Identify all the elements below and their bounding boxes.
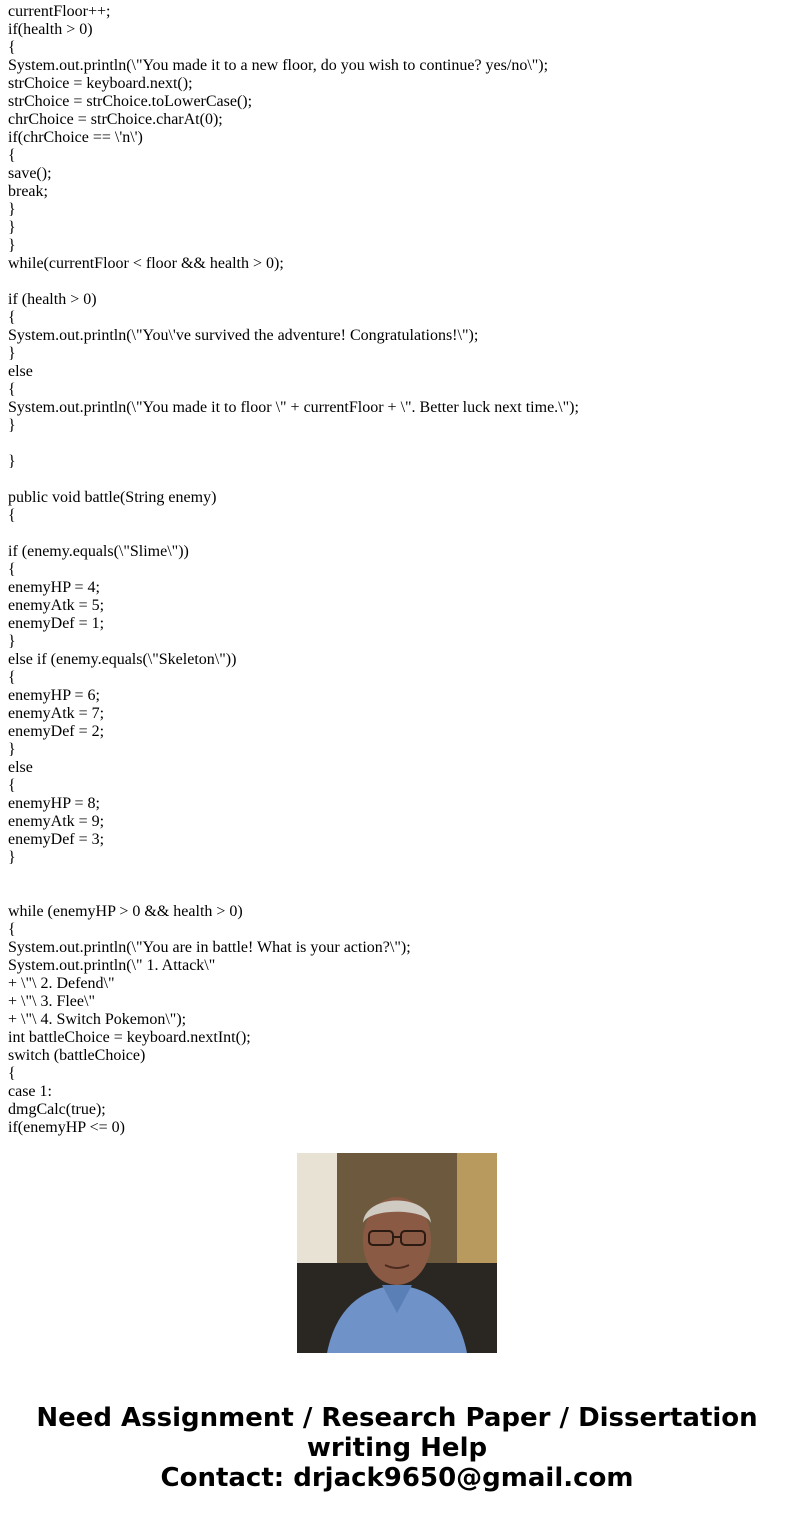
code-line: + \"\ 3. Flee\" [8,993,95,1010]
code-line: enemyDef = 1; [8,615,105,632]
promo-line-2: writing Help [306,1433,488,1463]
code-line: currentFloor++; [8,3,111,20]
code-line: { [8,147,16,164]
code-line: save(); [8,165,52,182]
code-line [8,885,788,903]
code-line: enemyDef = 3; [8,831,105,848]
code-line: enemyAtk = 7; [8,705,105,722]
code-line: } [8,237,16,254]
code-line: strChoice = strChoice.toLowerCase(); [8,93,253,110]
code-line: } [8,417,16,434]
code-line [8,867,788,885]
code-line: int battleChoice = keyboard.nextInt(); [8,1029,251,1046]
code-line: break; [8,183,48,200]
code-line: { [8,777,16,794]
code-line: strChoice = keyboard.next(); [8,75,193,92]
code-line: System.out.println(\"You made it to floor \" + currentFloor + \". Better luck next time.\"); [8,399,579,416]
code-line [8,273,788,291]
code-line [8,525,788,543]
code-line: { [8,39,16,56]
code-line: { [8,507,16,524]
code-line: enemyHP = 6; [8,687,100,704]
code-line: public void battle(String enemy) [8,489,217,506]
code-line: } [8,201,16,218]
code-line: + \"\ 2. Defend\" [8,975,115,992]
code-line: + \"\ 4. Switch Pokemon\"); [8,1011,187,1028]
code-line: dmgCalc(true); [8,1101,106,1118]
avatar-photo [297,1153,497,1353]
promo-banner [0,1403,794,1493]
code-line: System.out.println(\"You are in battle! What is your action?\"); [8,939,411,956]
code-listing [8,3,788,1136]
code-line: System.out.println(\"You made it to a new floor, do you wish to continue? yes/no\"); [8,57,549,74]
code-line: else [8,363,33,380]
avatar [297,1153,497,1353]
code-line: chrChoice = strChoice.charAt(0); [8,111,223,128]
code-line: { [8,381,16,398]
code-line: if(enemyHP <= 0) [8,1119,125,1136]
code-line: while(currentFloor < floor && health > 0); [8,255,284,272]
code-line: { [8,669,16,686]
code-line: enemyAtk = 5; [8,597,105,614]
code-line: } [8,741,16,758]
code-line: System.out.println(\" 1. Attack\" [8,957,216,974]
code-line: switch (battleChoice) [8,1047,146,1064]
code-line [8,471,788,489]
code-line: else if (enemy.equals(\"Skeleton\")) [8,651,237,668]
code-line: enemyDef = 2; [8,723,105,740]
code-line: if(health > 0) [8,21,93,38]
code-line: if(chrChoice == \'n\') [8,129,143,146]
code-line: } [8,633,16,650]
code-line: case 1: [8,1083,52,1100]
code-line: if (enemy.equals(\"Slime\")) [8,543,189,560]
code-line: System.out.println(\"You\'ve survived the adventure! Congratulations!\"); [8,327,479,344]
code-line: if (health > 0) [8,291,97,308]
code-line: enemyHP = 4; [8,579,100,596]
code-line: { [8,309,16,326]
code-line: { [8,561,16,578]
code-line: { [8,1065,16,1082]
code-line: } [8,345,16,362]
code-line: } [8,453,16,470]
code-line: } [8,849,16,866]
code-line: else [8,759,33,776]
code-line [8,435,788,453]
code-line: } [8,219,16,236]
code-line: { [8,921,16,938]
promo-contact: Contact: drjack9650@gmail.com [160,1463,634,1493]
promo-line-1: Need Assignment / Research Paper / Dissertation [36,1403,758,1433]
code-line: while (enemyHP > 0 && health > 0) [8,903,243,920]
code-line: enemyHP = 8; [8,795,100,812]
code-line: enemyAtk = 9; [8,813,105,830]
